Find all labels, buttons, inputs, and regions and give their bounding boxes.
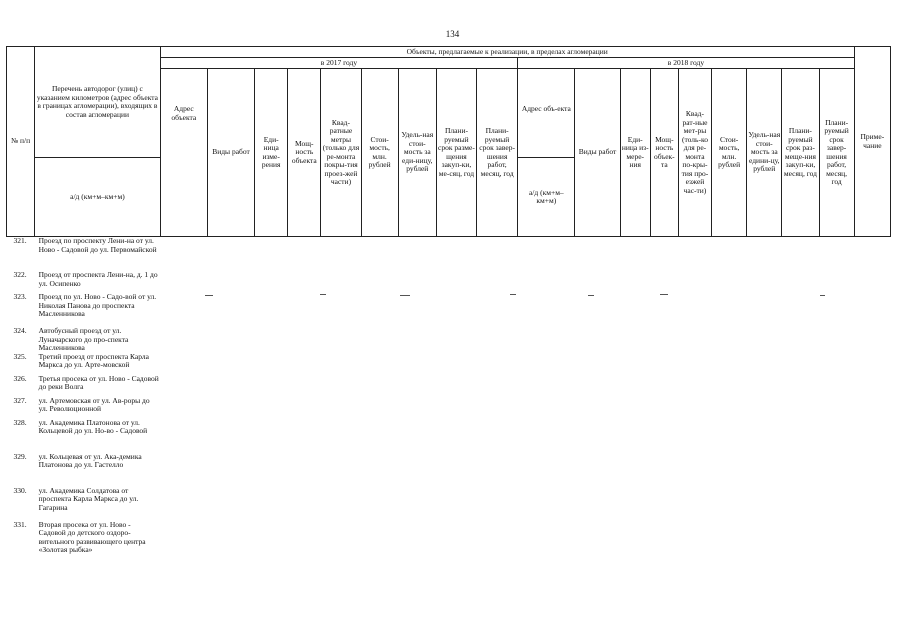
col2018-unit: Еди-ница из-мере-ния — [620, 69, 650, 237]
row-empty-cell — [712, 237, 747, 272]
row-road-name: Проезд по проспекту Лени-на от ул. Ново - Садовой до ул. Первомайской — [38, 236, 157, 254]
row-empty-cell — [160, 293, 207, 327]
col2017-purchase-term: Плани-руемый срок разме-щения закуп-ки, ме-сяц, год — [436, 69, 476, 237]
row-empty-cell — [361, 293, 398, 327]
table-row — [7, 353, 891, 375]
row-empty-cell — [782, 327, 819, 353]
row-empty-cell — [854, 419, 890, 453]
row-empty-cell — [819, 419, 854, 453]
row-empty-cell — [255, 327, 288, 353]
row-empty-cell — [321, 353, 361, 375]
row-empty-cell — [650, 293, 678, 327]
row-empty-cell — [650, 521, 678, 565]
row-empty-cell — [819, 353, 854, 375]
row-empty-cell — [436, 327, 476, 353]
row-empty-cell — [575, 487, 620, 521]
page-number: 134 — [445, 29, 460, 39]
row-empty-cell — [650, 419, 678, 453]
row-road-name: ул. Кольцевая от ул. Ака-демика Платонова до ул. Гастелло — [38, 452, 142, 469]
row-empty-cell — [712, 397, 747, 419]
row-empty-cell — [678, 237, 711, 272]
row-empty-cell — [361, 271, 398, 293]
row-empty-cell — [288, 293, 321, 327]
row-empty-cell — [854, 487, 890, 521]
row-empty-cell — [678, 521, 711, 565]
row-empty-cell — [678, 327, 711, 353]
row-empty-cell — [398, 327, 436, 353]
row-empty-cell — [255, 487, 288, 521]
agglomeration-objects-table — [6, 46, 891, 565]
row-empty-cell — [207, 375, 254, 397]
row-number: 321. — [13, 236, 27, 245]
row-empty-cell — [398, 419, 436, 453]
row-empty-cell — [477, 419, 518, 453]
col2018-works: Виды работ — [575, 69, 620, 237]
row-road-name: Третий проезд от проспекта Карла Маркса до ул. Арте-мовской — [38, 352, 149, 369]
row-empty-cell — [747, 397, 782, 419]
row-empty-cell — [207, 353, 254, 375]
row-empty-cell — [620, 419, 650, 453]
row-empty-cell — [518, 353, 575, 375]
row-empty-cell — [747, 353, 782, 375]
row-empty-cell — [398, 397, 436, 419]
row-empty-cell — [436, 375, 476, 397]
col2017-unit-cost: Удель-ная стои-мость за еди-ницу, рублей — [398, 69, 436, 237]
row-empty-cell — [321, 293, 361, 327]
row-empty-cell — [207, 487, 254, 521]
row-empty-cell — [620, 237, 650, 272]
row-empty-cell — [255, 237, 288, 272]
row-empty-cell — [398, 237, 436, 272]
row-empty-cell — [518, 293, 575, 327]
table-row — [7, 375, 891, 397]
col2017-finish-term: Плани-руемый срок завер-шения работ, месяц, год — [477, 69, 518, 237]
row-empty-cell — [207, 237, 254, 272]
row-empty-cell — [321, 271, 361, 293]
col2017-works: Виды работ — [207, 69, 254, 237]
row-empty-cell — [207, 271, 254, 293]
col2018-address: Адрес объ-екта — [518, 69, 575, 158]
table-row — [7, 397, 891, 419]
row-empty-cell — [819, 271, 854, 293]
row-empty-cell — [160, 271, 207, 293]
row-empty-cell — [477, 397, 518, 419]
row-empty-cell — [782, 397, 819, 419]
row-empty-cell — [620, 397, 650, 419]
row-empty-cell — [854, 327, 890, 353]
row-empty-cell — [620, 293, 650, 327]
row-empty-cell — [819, 521, 854, 565]
row-empty-cell — [854, 397, 890, 419]
row-empty-cell — [288, 397, 321, 419]
row-empty-cell — [575, 327, 620, 353]
row-empty-cell — [854, 375, 890, 397]
row-empty-cell — [854, 453, 890, 487]
row-empty-cell — [620, 453, 650, 487]
row-empty-cell — [255, 375, 288, 397]
table-row — [7, 271, 891, 293]
row-empty-cell — [712, 327, 747, 353]
row-empty-cell — [361, 327, 398, 353]
row-empty-cell — [207, 521, 254, 565]
row-empty-cell — [477, 327, 518, 353]
row-empty-cell — [650, 453, 678, 487]
row-empty-cell — [854, 293, 890, 327]
row-empty-cell — [477, 453, 518, 487]
row-empty-cell — [436, 487, 476, 521]
row-empty-cell — [160, 419, 207, 453]
row-empty-cell — [678, 293, 711, 327]
row-empty-cell — [321, 375, 361, 397]
row-empty-cell — [398, 521, 436, 565]
row-empty-cell — [518, 419, 575, 453]
header-note: Приме-чание — [854, 47, 890, 237]
row-empty-cell — [712, 353, 747, 375]
row-road-name: Вторая просека от ул. Ново - Садовой до детского оздоро-вительного развивающего центра «Золотая рыбка» — [38, 520, 146, 554]
row-empty-cell — [160, 375, 207, 397]
row-empty-cell — [747, 487, 782, 521]
row-empty-cell — [650, 375, 678, 397]
row-empty-cell — [650, 327, 678, 353]
row-empty-cell — [321, 487, 361, 521]
row-empty-cell — [477, 237, 518, 272]
row-empty-cell — [288, 327, 321, 353]
table-row — [7, 327, 891, 353]
row-empty-cell — [477, 375, 518, 397]
row-empty-cell — [575, 237, 620, 272]
row-empty-cell — [712, 419, 747, 453]
row-empty-cell — [255, 419, 288, 453]
col2018-finish-term: Плани-руемый срок завер-шения работ, месяц, год — [819, 69, 854, 237]
header-year-2018: в 2018 году — [518, 58, 854, 69]
row-empty-cell — [678, 453, 711, 487]
table-row — [7, 521, 891, 565]
row-empty-cell — [361, 397, 398, 419]
row-empty-cell — [712, 521, 747, 565]
row-empty-cell — [575, 419, 620, 453]
row-empty-cell — [436, 237, 476, 272]
row-empty-cell — [518, 453, 575, 487]
row-empty-cell — [712, 375, 747, 397]
row-empty-cell — [207, 419, 254, 453]
row-empty-cell — [620, 327, 650, 353]
row-empty-cell — [747, 453, 782, 487]
row-empty-cell — [288, 271, 321, 293]
row-empty-cell — [398, 375, 436, 397]
row-empty-cell — [819, 375, 854, 397]
row-empty-cell — [321, 327, 361, 353]
row-empty-cell — [518, 487, 575, 521]
row-road-name: ул. Академика Солдатова от проспекта Карла Маркса до ул. Гагарина — [38, 486, 139, 512]
row-empty-cell — [819, 327, 854, 353]
row-empty-cell — [255, 271, 288, 293]
col2018-cost: Стои-мость, млн. рублей — [712, 69, 747, 237]
row-number: 331. — [13, 520, 27, 529]
row-empty-cell — [747, 419, 782, 453]
table-row — [7, 487, 891, 521]
row-empty-cell — [678, 353, 711, 375]
table-row — [7, 293, 891, 327]
row-empty-cell — [207, 453, 254, 487]
row-empty-cell — [518, 521, 575, 565]
row-empty-cell — [575, 521, 620, 565]
row-empty-cell — [436, 293, 476, 327]
row-empty-cell — [477, 487, 518, 521]
row-empty-cell — [854, 353, 890, 375]
row-empty-cell — [160, 521, 207, 565]
row-empty-cell — [819, 453, 854, 487]
row-number: 330. — [13, 486, 27, 495]
row-empty-cell — [620, 487, 650, 521]
row-empty-cell — [782, 375, 819, 397]
row-empty-cell — [747, 375, 782, 397]
row-empty-cell — [321, 237, 361, 272]
table-row — [7, 237, 891, 272]
row-empty-cell — [160, 397, 207, 419]
row-empty-cell — [436, 353, 476, 375]
row-empty-cell — [477, 293, 518, 327]
row-empty-cell — [321, 453, 361, 487]
col2017-power: Мощ-ность объекта — [288, 69, 321, 237]
header-road-sub: а/д (км+м–км+м) — [35, 158, 161, 237]
row-empty-cell — [518, 375, 575, 397]
row-empty-cell — [518, 327, 575, 353]
row-empty-cell — [255, 293, 288, 327]
row-empty-cell — [288, 521, 321, 565]
row-empty-cell — [207, 293, 254, 327]
row-road-name: Проезд от проспекта Лени-на, д. 1 до ул. Осипенко — [38, 271, 158, 288]
row-empty-cell — [160, 487, 207, 521]
col2018-address-sub: а/д (км+м–км+м) — [518, 158, 575, 237]
row-empty-cell — [678, 419, 711, 453]
row-empty-cell — [575, 453, 620, 487]
row-empty-cell — [620, 353, 650, 375]
row-empty-cell — [255, 521, 288, 565]
row-empty-cell — [747, 271, 782, 293]
row-empty-cell — [207, 327, 254, 353]
row-empty-cell — [361, 453, 398, 487]
row-empty-cell — [436, 271, 476, 293]
row-empty-cell — [854, 237, 890, 272]
row-empty-cell — [782, 453, 819, 487]
row-empty-cell — [398, 353, 436, 375]
header-objects-title: Объекты, предлагаемые к реализации, в пределах агломерации — [160, 47, 854, 58]
row-number: 322. — [13, 271, 27, 279]
header-num: № п/п — [7, 47, 35, 237]
row-empty-cell — [518, 237, 575, 272]
row-empty-cell — [747, 327, 782, 353]
row-empty-cell — [255, 453, 288, 487]
row-empty-cell — [575, 397, 620, 419]
row-empty-cell — [477, 271, 518, 293]
row-road-name: Третья просека от ул. Ново - Садовой до реки Волга — [38, 374, 159, 391]
table-row — [7, 453, 891, 487]
row-empty-cell — [782, 237, 819, 272]
row-number: 329. — [13, 452, 27, 461]
col2017-sqm: Квад-ратные метры (только для ре-монта покры-тия проез-жей части) — [321, 69, 361, 237]
row-empty-cell — [747, 293, 782, 327]
row-number: 323. — [13, 293, 27, 301]
row-empty-cell — [854, 521, 890, 565]
row-empty-cell — [361, 419, 398, 453]
row-road-name: Автобусный проезд от ул. Луначарского до про-спекта Масленникова — [38, 327, 129, 352]
row-empty-cell — [288, 419, 321, 453]
row-number: 325. — [13, 352, 27, 361]
row-empty-cell — [398, 453, 436, 487]
row-empty-cell — [361, 487, 398, 521]
row-road-name: ул. Академика Платонова от ул. Кольцевой до ул. Но-во - Садовой — [38, 418, 148, 435]
row-empty-cell — [160, 237, 207, 272]
row-empty-cell — [678, 375, 711, 397]
row-empty-cell — [819, 293, 854, 327]
row-empty-cell — [436, 453, 476, 487]
header-year-2017: в 2017 году — [160, 58, 518, 69]
row-empty-cell — [361, 521, 398, 565]
row-empty-cell — [255, 353, 288, 375]
row-number: 324. — [13, 327, 27, 335]
row-empty-cell — [678, 271, 711, 293]
row-number: 328. — [13, 418, 27, 427]
row-empty-cell — [288, 353, 321, 375]
row-empty-cell — [575, 293, 620, 327]
row-empty-cell — [747, 237, 782, 272]
row-empty-cell — [321, 397, 361, 419]
row-empty-cell — [255, 397, 288, 419]
row-empty-cell — [575, 353, 620, 375]
row-empty-cell — [782, 293, 819, 327]
row-empty-cell — [747, 521, 782, 565]
row-empty-cell — [650, 353, 678, 375]
row-empty-cell — [678, 487, 711, 521]
row-empty-cell — [678, 397, 711, 419]
row-empty-cell — [650, 487, 678, 521]
row-empty-cell — [207, 397, 254, 419]
row-empty-cell — [620, 521, 650, 565]
col2017-cost: Стои-мость, млн. рублей — [361, 69, 398, 237]
row-empty-cell — [782, 521, 819, 565]
row-empty-cell — [361, 375, 398, 397]
row-empty-cell — [620, 375, 650, 397]
row-empty-cell — [518, 271, 575, 293]
row-empty-cell — [160, 453, 207, 487]
col2018-sqm: Квад-рат-ные мет-ры (толь-ко для ре-монта по-кры-тия про-езжей час-ти) — [678, 69, 711, 237]
row-empty-cell — [518, 397, 575, 419]
row-empty-cell — [321, 419, 361, 453]
row-empty-cell — [160, 353, 207, 375]
table-body — [7, 237, 891, 565]
row-empty-cell — [712, 271, 747, 293]
row-empty-cell — [321, 521, 361, 565]
row-road-name: Проезд по ул. Ново - Садо-вой от ул. Николая Панова до проспекта Масленникова — [38, 293, 157, 318]
row-empty-cell — [819, 487, 854, 521]
header-road-list: Перечень автодорог (улиц) с указанием километров (адрес объекта в границах агломерации), входящих в состав агломерации — [35, 47, 161, 158]
row-empty-cell — [650, 271, 678, 293]
row-empty-cell — [398, 293, 436, 327]
row-empty-cell — [288, 487, 321, 521]
row-empty-cell — [160, 327, 207, 353]
row-number: 327. — [13, 396, 27, 405]
col2017-address: Адрес объекта — [160, 69, 207, 237]
row-empty-cell — [288, 375, 321, 397]
row-empty-cell — [819, 397, 854, 419]
table-row — [7, 419, 891, 453]
row-empty-cell — [477, 521, 518, 565]
col2018-power: Мощ-ность объек-та — [650, 69, 678, 237]
row-empty-cell — [575, 271, 620, 293]
row-empty-cell — [575, 375, 620, 397]
row-empty-cell — [782, 271, 819, 293]
col2018-purchase-term: Плани-руемый срок раз-меще-ния закуп-ки, месяц, год — [782, 69, 819, 237]
row-empty-cell — [436, 521, 476, 565]
row-empty-cell — [782, 419, 819, 453]
row-empty-cell — [436, 419, 476, 453]
row-empty-cell — [782, 353, 819, 375]
col2017-unit: Еди-ница изме-рения — [255, 69, 288, 237]
row-empty-cell — [854, 271, 890, 293]
row-number: 326. — [13, 374, 27, 383]
row-empty-cell — [436, 397, 476, 419]
row-empty-cell — [361, 353, 398, 375]
row-empty-cell — [620, 271, 650, 293]
row-empty-cell — [712, 487, 747, 521]
row-empty-cell — [650, 397, 678, 419]
row-empty-cell — [712, 453, 747, 487]
row-empty-cell — [782, 487, 819, 521]
row-empty-cell — [712, 293, 747, 327]
row-empty-cell — [650, 237, 678, 272]
col2018-unit-cost: Удель-ная стои-мость за едини-цу, рублей — [747, 69, 782, 237]
row-empty-cell — [477, 353, 518, 375]
row-empty-cell — [819, 237, 854, 272]
row-empty-cell — [361, 237, 398, 272]
row-empty-cell — [288, 237, 321, 272]
row-road-name: ул. Артемовская от ул. Ав-роры до ул. Революционной — [38, 396, 150, 413]
row-empty-cell — [288, 453, 321, 487]
row-empty-cell — [398, 271, 436, 293]
row-empty-cell — [398, 487, 436, 521]
